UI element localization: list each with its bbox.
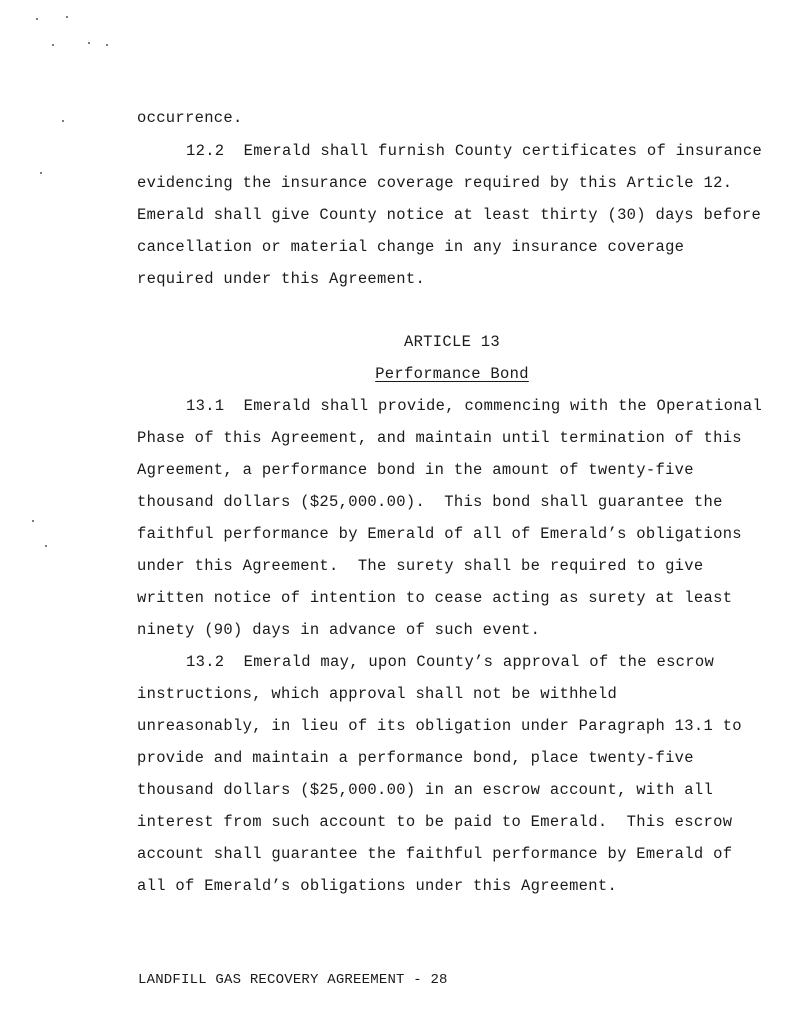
section-12-2-line: required under this Agreement. <box>137 270 426 288</box>
section-13-2-line: account shall guarantee the faithful performance by Emerald of <box>137 845 733 863</box>
scan-speck <box>32 520 34 522</box>
section-13-1-line: ninety (90) days in advance of such event. <box>137 621 541 639</box>
scan-speck <box>106 44 108 46</box>
section-12-2-line: cancellation or material change in any insurance coverage <box>137 238 685 256</box>
scan-speck <box>66 16 68 18</box>
section-13-1-line: 13.1 Emerald shall provide, commencing with the Operational <box>186 397 763 415</box>
page-footer: LANDFILL GAS RECOVERY AGREEMENT - 28 <box>138 972 448 988</box>
section-13-1-line: thousand dollars ($25,000.00). This bond shall guarantee the <box>137 493 723 511</box>
section-13-1-line: under this Agreement. The surety shall be required to give <box>137 557 704 575</box>
section-13-1-line: Agreement, a performance bond in the amount of twenty-five <box>137 461 694 479</box>
section-13-2-line: unreasonably, in lieu of its obligation under Paragraph 13.1 to <box>137 717 742 735</box>
section-13-1-line: Phase of this Agreement, and maintain until termination of this <box>137 429 742 447</box>
section-13-2-line: thousand dollars ($25,000.00) in an escrow account, with all <box>137 781 714 799</box>
section-13-2-line: 13.2 Emerald may, upon County’s approval of the escrow <box>186 653 715 671</box>
article-heading: ARTICLE 13 <box>403 333 500 351</box>
scan-speck <box>62 120 64 122</box>
section-13-2-line: provide and maintain a performance bond, place twenty-five <box>137 749 694 767</box>
section-12-2-line: evidencing the insurance coverage required by this Article 12. <box>137 174 733 192</box>
scan-speck <box>88 42 90 44</box>
section-13-2-line: interest from such account to be paid to Emerald. This escrow <box>137 813 733 831</box>
section-13-1-line: written notice of intention to cease acting as surety at least <box>137 589 733 607</box>
scan-speck <box>45 545 47 547</box>
scan-speck <box>36 18 38 20</box>
section-12-2-line: 12.2 Emerald shall furnish County certificates of insurance <box>186 142 763 160</box>
section-12-2-line: Emerald shall give County notice at least thirty (30) days before <box>137 206 762 224</box>
article-title: Performance Bond <box>375 365 529 383</box>
scan-speck <box>52 44 54 46</box>
text-line: occurrence. <box>137 109 243 127</box>
section-13-2-line: all of Emerald’s obligations under this Agreement. <box>137 877 618 895</box>
section-13-2-line: instructions, which approval shall not be withheld <box>137 685 618 703</box>
scan-speck <box>40 172 42 174</box>
section-13-1-line: faithful performance by Emerald of all of Emerald’s obligations <box>137 525 742 543</box>
